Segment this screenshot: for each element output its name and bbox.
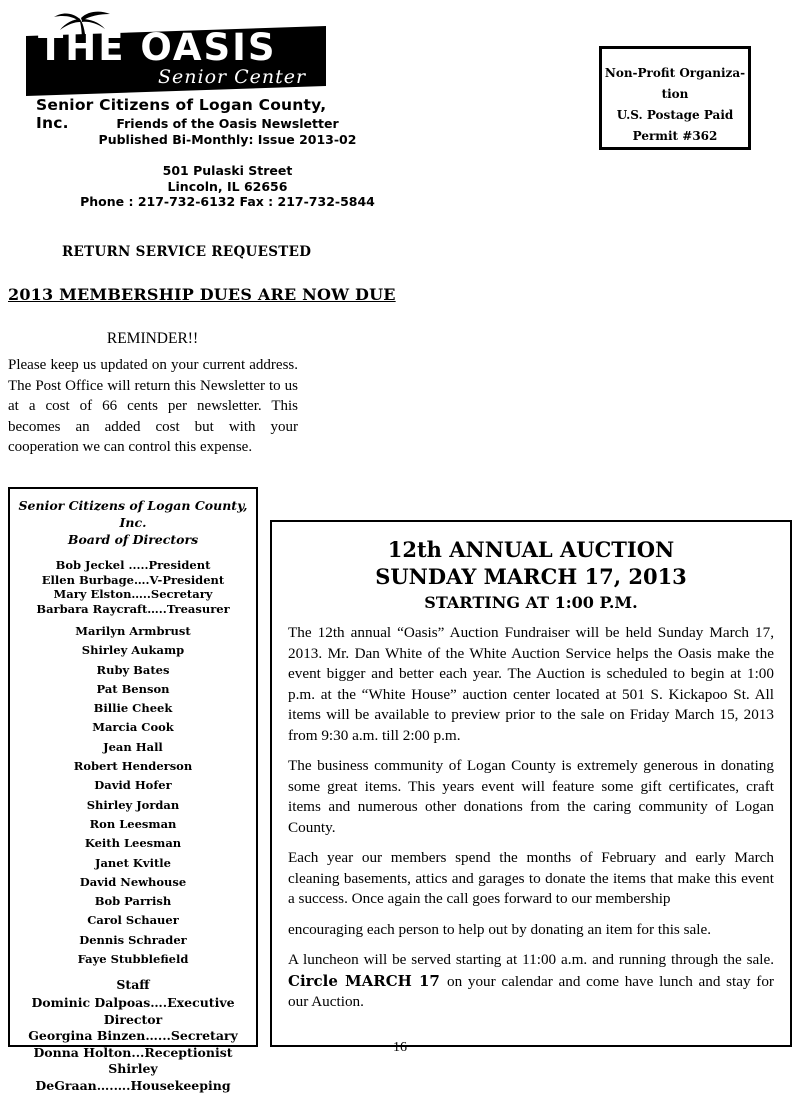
auction-circle-date: Circle MARCH 17 <box>288 971 447 990</box>
page-number: 16 <box>393 1040 407 1055</box>
list-item: David Newhouse <box>79 874 187 889</box>
address-city-state-zip: Lincoln, IL 62656 <box>167 178 288 194</box>
auction-paragraph-3: Each year our members spend the months of February and early March cleaning basements, attics and garages to donate the items that make this event a success. Once again the call goes forward to our membership <box>288 849 774 907</box>
board-org-name: Senior Citizens of Logan County, Inc. <box>18 498 248 530</box>
list-item: Shirley DeGraan….….Housekeeping <box>35 1061 231 1093</box>
list-item: Shirley Jordan <box>86 797 180 812</box>
auction-paragraph-2: The business community of Logan County is extremely generous in donating some great items. This years event will feature some gift certificates, craft items and numerous other donations from the caring community of Logan County. <box>288 757 774 836</box>
list-item: Barbara Raycraft…..Treasurer <box>36 601 230 616</box>
list-item: Donna Holton...Receptionist <box>33 1044 233 1060</box>
list-item: Robert Henderson <box>73 759 193 774</box>
list-item: Bob Jeckel .....President <box>55 558 211 572</box>
list-item: Dominic Dalpoas….Executive Director <box>31 995 235 1027</box>
board-officers-list <box>16 558 250 616</box>
auction-closing-text: on your calendar and come have lunch and stay for our Auction. <box>288 972 774 1010</box>
list-item: Pat Benson <box>96 681 170 696</box>
auction-heading-2: SUNDAY MARCH 17, 2013 <box>375 564 687 589</box>
address-block <box>0 163 455 210</box>
list-item: Jean Hall <box>103 739 163 754</box>
logo-tagline: Senior Citizens of Logan County, Inc. <box>36 96 327 132</box>
postage-line-1: Non-Profit Organiza- <box>604 66 746 80</box>
list-item: Janet Kvitle <box>95 855 171 870</box>
list-item: Bob Parrish <box>94 894 172 909</box>
list-item: Ellen Burbage….V-President <box>41 572 225 587</box>
return-service-notice: RETURN SERVICE REQUESTED <box>62 244 312 260</box>
logo-subtitle: Senior Center <box>158 66 307 88</box>
auction-paragraph-4: encouraging each person to help out by donating an item for this sale. <box>288 920 712 938</box>
auction-article-box <box>270 520 792 1047</box>
publication-line-2: Published Bi-Monthly: Issue 2013-02 <box>98 131 357 147</box>
reminder-body: Please keep us updated on your current address. The Post Office will return this Newsletter to us at a cost of 66 cents per newsletter. This becomes an added cost but with your cooperation we can control this expense. <box>8 357 298 455</box>
list-item: Mary Elston…..Secretary <box>53 587 213 601</box>
membership-dues-notice: 2013 MEMBERSHIP DUES ARE NOW DUE <box>8 285 396 304</box>
postage-line-3: U.S. Postage Paid <box>616 108 734 122</box>
auction-paragraph-5 <box>288 950 774 1013</box>
list-item: Carol Schauer <box>87 913 179 928</box>
list-item: Shirley Aukamp <box>81 643 185 658</box>
list-item: Billie Cheek <box>93 701 173 716</box>
board-members-list <box>16 622 250 969</box>
address-phone-fax: Phone : 217-732-6132 Fax : 217-732-5844 <box>80 194 375 209</box>
publication-line-1: Friends of the Oasis Newsletter <box>116 116 339 131</box>
publication-info <box>0 116 455 147</box>
postage-line-2: tion <box>661 87 689 101</box>
board-heading: Board of Directors <box>67 532 199 547</box>
list-item: Faye Stubblefield <box>77 952 189 967</box>
list-item: Dennis Schrader <box>79 932 187 947</box>
list-item: Keith Leesman <box>84 836 182 851</box>
list-item: David Hofer <box>94 778 172 793</box>
list-item: Ron Leesman <box>89 816 177 831</box>
list-item: Ruby Bates <box>96 662 170 677</box>
logo-title: THE OASIS <box>38 26 277 69</box>
list-item: Marcia Cook <box>92 720 174 735</box>
auction-paragraph-1: The 12th annual “Oasis” Auction Fundraiser will be held Sunday March 17, 2013. Mr. Dan White of the White Auction Service helps the Oasis make the event bigger and better each year. The Auction is scheduled to begin at 1:00 p.m. at the “White House” auction center located at 501 S. Kickapoo St. All items will be available to preview prior to the sale on Friday March 15, 2013 from 9:30 a.m. till 2:00 p.m. <box>288 624 774 744</box>
list-item: Marilyn Armbrust <box>75 624 191 638</box>
auction-luncheon-text: A luncheon will be served starting at 11:00 a.m. and running through the sale. <box>288 951 774 968</box>
staff-heading: Staff <box>116 977 150 993</box>
auction-heading-3: STARTING AT 1:00 P.M. <box>424 593 638 612</box>
postage-permit-box <box>599 46 751 150</box>
board-of-directors-box <box>8 487 258 1093</box>
postage-line-4: Permit #362 <box>632 129 718 143</box>
address-street: 501 Pulaski Street <box>162 163 293 178</box>
auction-heading-1: 12th ANNUAL AUCTION <box>387 537 675 562</box>
list-item: Georgina Binzen…...Secretary <box>28 1028 238 1044</box>
reminder-heading: REMINDER!! <box>106 330 199 347</box>
